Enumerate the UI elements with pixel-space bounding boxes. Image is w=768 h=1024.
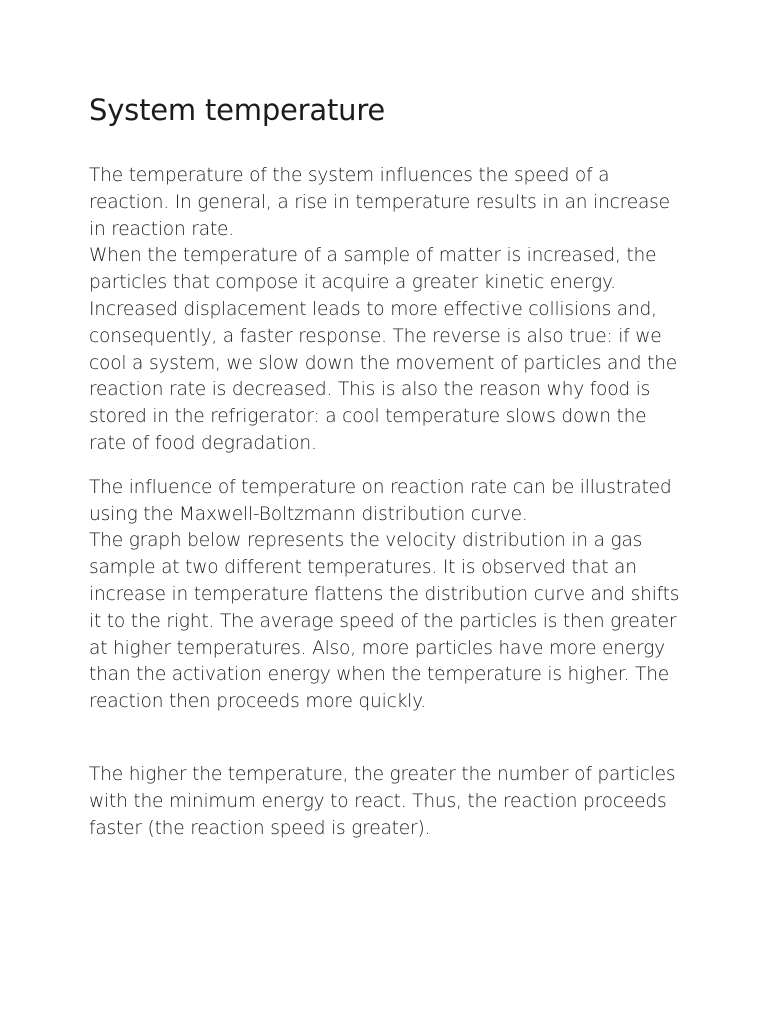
paragraph: The graph below represents the velocity distribution in a gas sample at two different temperatures. It is observed that an increase in temperature flattens the distribution curve and shifts it to the right. The average speed of the particles is then greater at higher temperatures. Also, more particles have more energy than the activation energy when the temperature is higher. The reaction then proceeds more quickly. [89, 530, 680, 713]
section-maxwell-boltzmann [89, 475, 688, 716]
paragraph: When the temperature of a sample of matter is increased, the particles that compose it acquire a greater kinetic energy. Increased displacement leads to more effective collisions and, consequently, a faster response. The reverse is also true: if we cool a system, we slow down the movement of particles and the reaction rate is decreased. This is also the reason why food is stored in the refrigerator: a cool temperature slows down the rate of food degradation. [89, 245, 678, 454]
paragraph: The influence of temperature on reaction rate can be illustrated using the Maxwell-Boltzmann distribution curve. [89, 476, 672, 525]
paragraph: The higher the temperature, the greater the number of particles with the minimum energy to react. Thus, the reaction proceeds faster (the reaction speed is greater). [89, 763, 676, 839]
paragraph: The temperature of the system influences the speed of a reaction. In general, a rise in temperature results in an increase in reaction rate. [89, 165, 670, 240]
page-title: System temperature [89, 93, 386, 127]
section-conclusion [89, 762, 688, 842]
section-temperature-effect [89, 163, 688, 458]
